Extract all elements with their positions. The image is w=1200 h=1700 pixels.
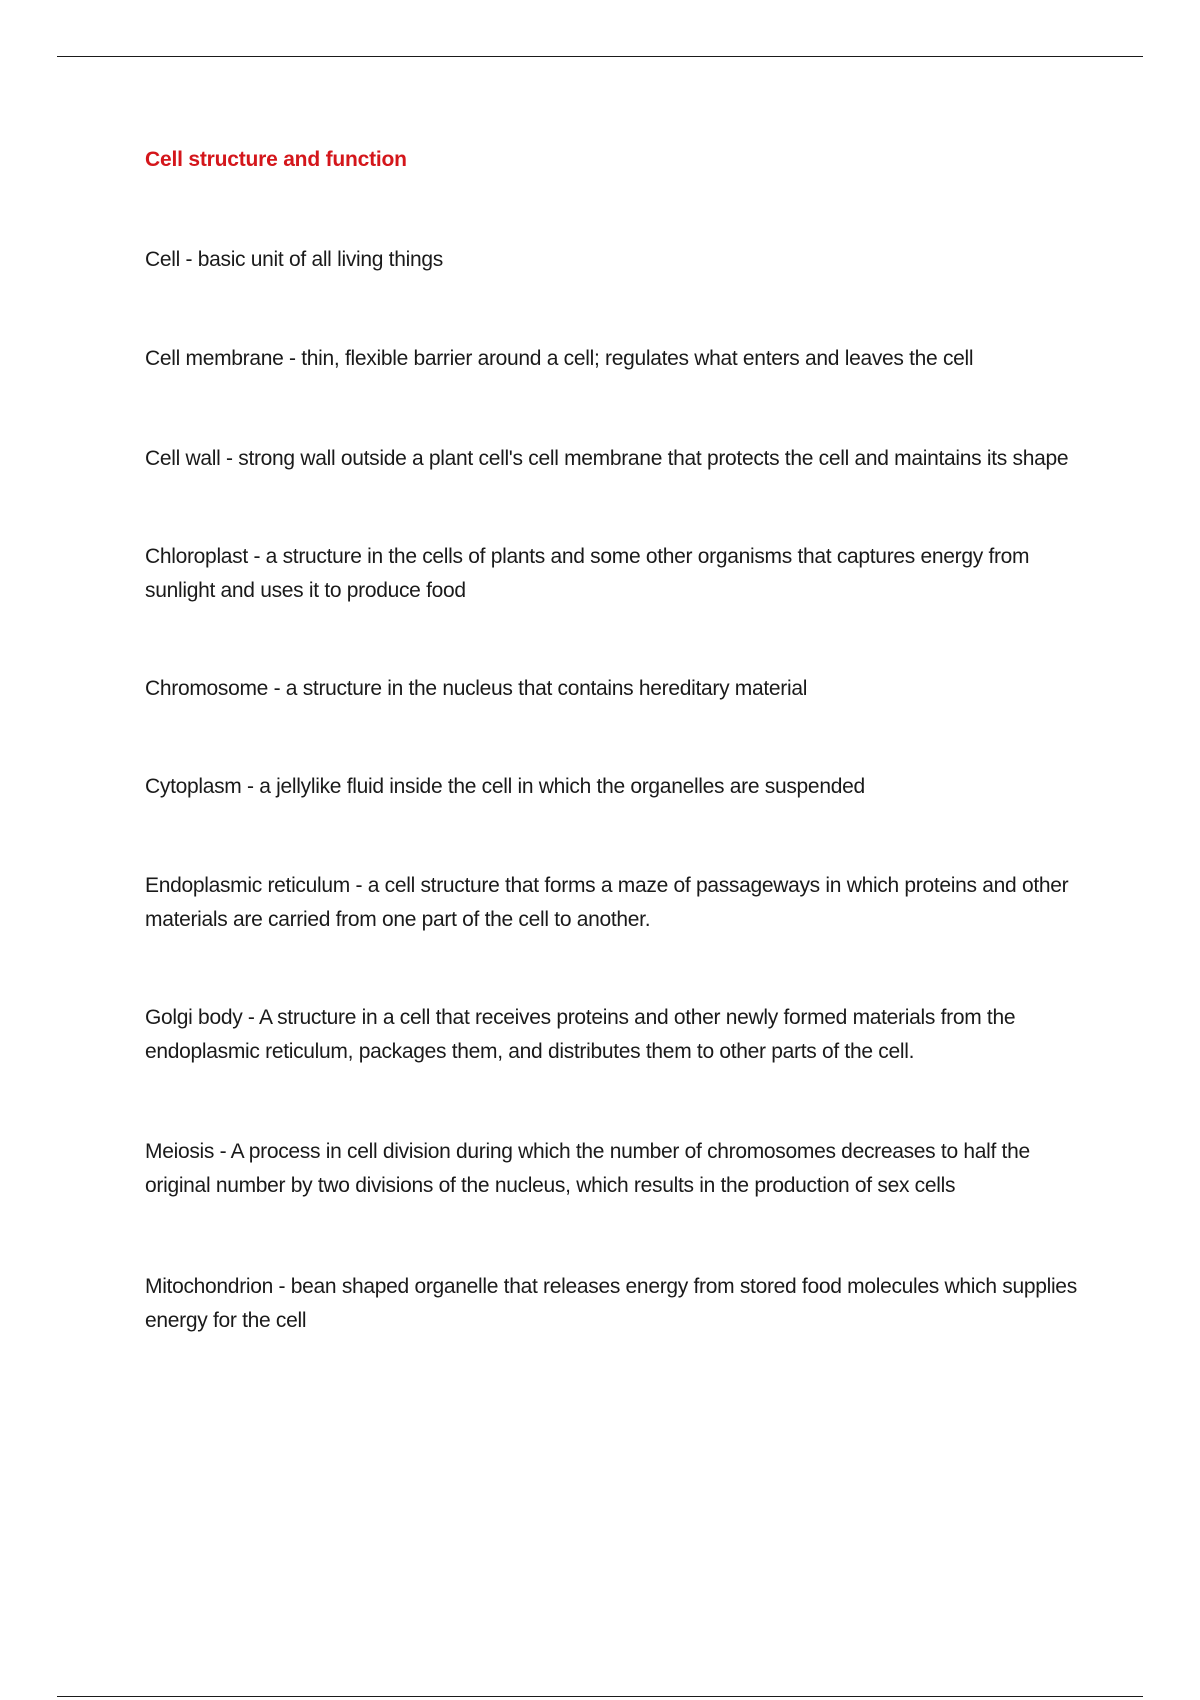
definition-entry: Cell - basic unit of all living things: [145, 248, 443, 271]
definition-entry: Mitochondrion - bean shaped organelle that releases energy from stored food molecules which supplies energy for the cell: [145, 1275, 1077, 1332]
document-body: [145, 146, 1085, 1338]
definition-entry: Cell membrane - thin, flexible barrier around a cell; regulates what enters and leaves the cell: [145, 347, 974, 370]
definition-entry: Chromosome - a structure in the nucleus that contains hereditary material: [145, 677, 808, 700]
definition-entry: Cell wall - strong wall outside a plant cell's cell membrane that protects the cell and maintains its shape: [145, 447, 1069, 470]
definition-entry: Golgi body - A structure in a cell that receives proteins and other newly formed materials from the endoplasmic reticulum, packages them, and distributes them to other parts of the cell.: [145, 1006, 1016, 1063]
document-title: Cell structure and function: [145, 148, 407, 171]
top-divider: [57, 56, 1143, 57]
definition-entry: Endoplasmic reticulum - a cell structure that forms a maze of passageways in which proteins and other materials are carried from one part of the cell to another.: [145, 874, 1069, 931]
definition-entry: Chloroplast - a structure in the cells of plants and some other organisms that captures energy from sunlight and uses it to produce food: [145, 545, 1030, 602]
definition-list: [145, 243, 1085, 1338]
definition-entry: Cytoplasm - a jellylike fluid inside the cell in which the organelles are suspended: [145, 775, 865, 798]
definition-entry: Meiosis - A process in cell division during which the number of chromosomes decreases to half the original number by two divisions of the nucleus, which results in the production of sex cells: [145, 1140, 1030, 1197]
bottom-divider: [57, 1696, 1143, 1697]
